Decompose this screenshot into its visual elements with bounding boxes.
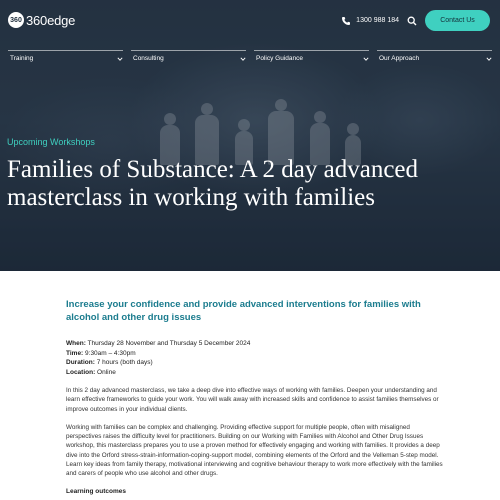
phone-icon xyxy=(341,16,351,26)
main-nav xyxy=(8,50,500,64)
chevron-down-icon xyxy=(363,56,369,62)
detail-duration xyxy=(66,358,446,368)
detail-label: Location: xyxy=(66,368,96,376)
detail-location xyxy=(66,368,446,378)
search-icon[interactable] xyxy=(407,16,417,26)
nav-label: Policy Guidance xyxy=(256,55,303,62)
intro-paragraph: In this 2 day advanced masterclass, we take a deep dive into effective ways of working with families. Deepen your understanding and learn effective frameworks to guide your work. You will walk away with increased skills and confidence to assist families themselves or improve outcomes in your individual clients. xyxy=(66,387,439,413)
site-logo[interactable] xyxy=(8,12,75,28)
detail-value: Thursday 28 November and Thursday 5 December 2024 xyxy=(85,340,251,347)
detail-time xyxy=(66,349,446,359)
nav-item-training[interactable] xyxy=(8,50,131,64)
nav-label: Training xyxy=(10,55,34,62)
phone-link[interactable] xyxy=(341,16,399,26)
logo-text: 360edge xyxy=(26,12,76,28)
contact-us-button[interactable]: Contact Us xyxy=(425,10,490,31)
detail-when xyxy=(66,339,446,349)
logo-badge: 360 xyxy=(8,12,24,28)
nav-label: Our Approach xyxy=(379,55,420,62)
body-paragraph: Working with families can be complex and challenging. Providing effective support for multiple people, often with misaligned perspectives raises the difficulty level for practitioners. Building on our Working with Families with Alcohol and Other Drug Issues workshop, this masterclass prepares you to use a proven method for effectively engaging and working with families. It provides a deep dive into the Orford stress-strain-information-coping-support model, combining elements of the Orford and the Velleman 5-step model. Learn key ideas from family therapy, motivational interviewing and cognitive behaviour therapy to work more effectively with the families and carers of people who use alcohol and other drugs. xyxy=(66,423,443,478)
nav-label: Consulting xyxy=(133,55,164,62)
detail-value: Online xyxy=(95,368,116,376)
detail-value: 9:30am – 4:30pm xyxy=(83,349,136,357)
phone-number: 1300 988 184 xyxy=(356,17,399,24)
chevron-down-icon xyxy=(117,56,123,62)
learning-outcomes-heading: Learning outcomes xyxy=(66,487,126,495)
page-title: Families of Substance: A 2 day advanced masterclass in working with families xyxy=(7,156,419,211)
detail-label: Time: xyxy=(66,349,84,357)
event-details xyxy=(66,339,446,377)
lead-heading: Increase your confidence and provide advanced interventions for families with alcohol and other drug issues xyxy=(66,299,421,323)
hero-eyebrow: Upcoming Workshops xyxy=(7,137,95,147)
nav-item-consulting[interactable] xyxy=(131,50,254,64)
main-content xyxy=(66,298,446,495)
nav-item-policy-guidance[interactable] xyxy=(254,50,377,64)
header-actions xyxy=(341,10,490,31)
chevron-down-icon xyxy=(486,56,492,62)
nav-item-our-approach[interactable] xyxy=(377,50,500,64)
detail-label: Duration: xyxy=(66,359,95,366)
chevron-down-icon xyxy=(240,56,246,62)
detail-value: 7 hours (both days) xyxy=(94,359,153,366)
detail-label: When: xyxy=(66,340,86,347)
